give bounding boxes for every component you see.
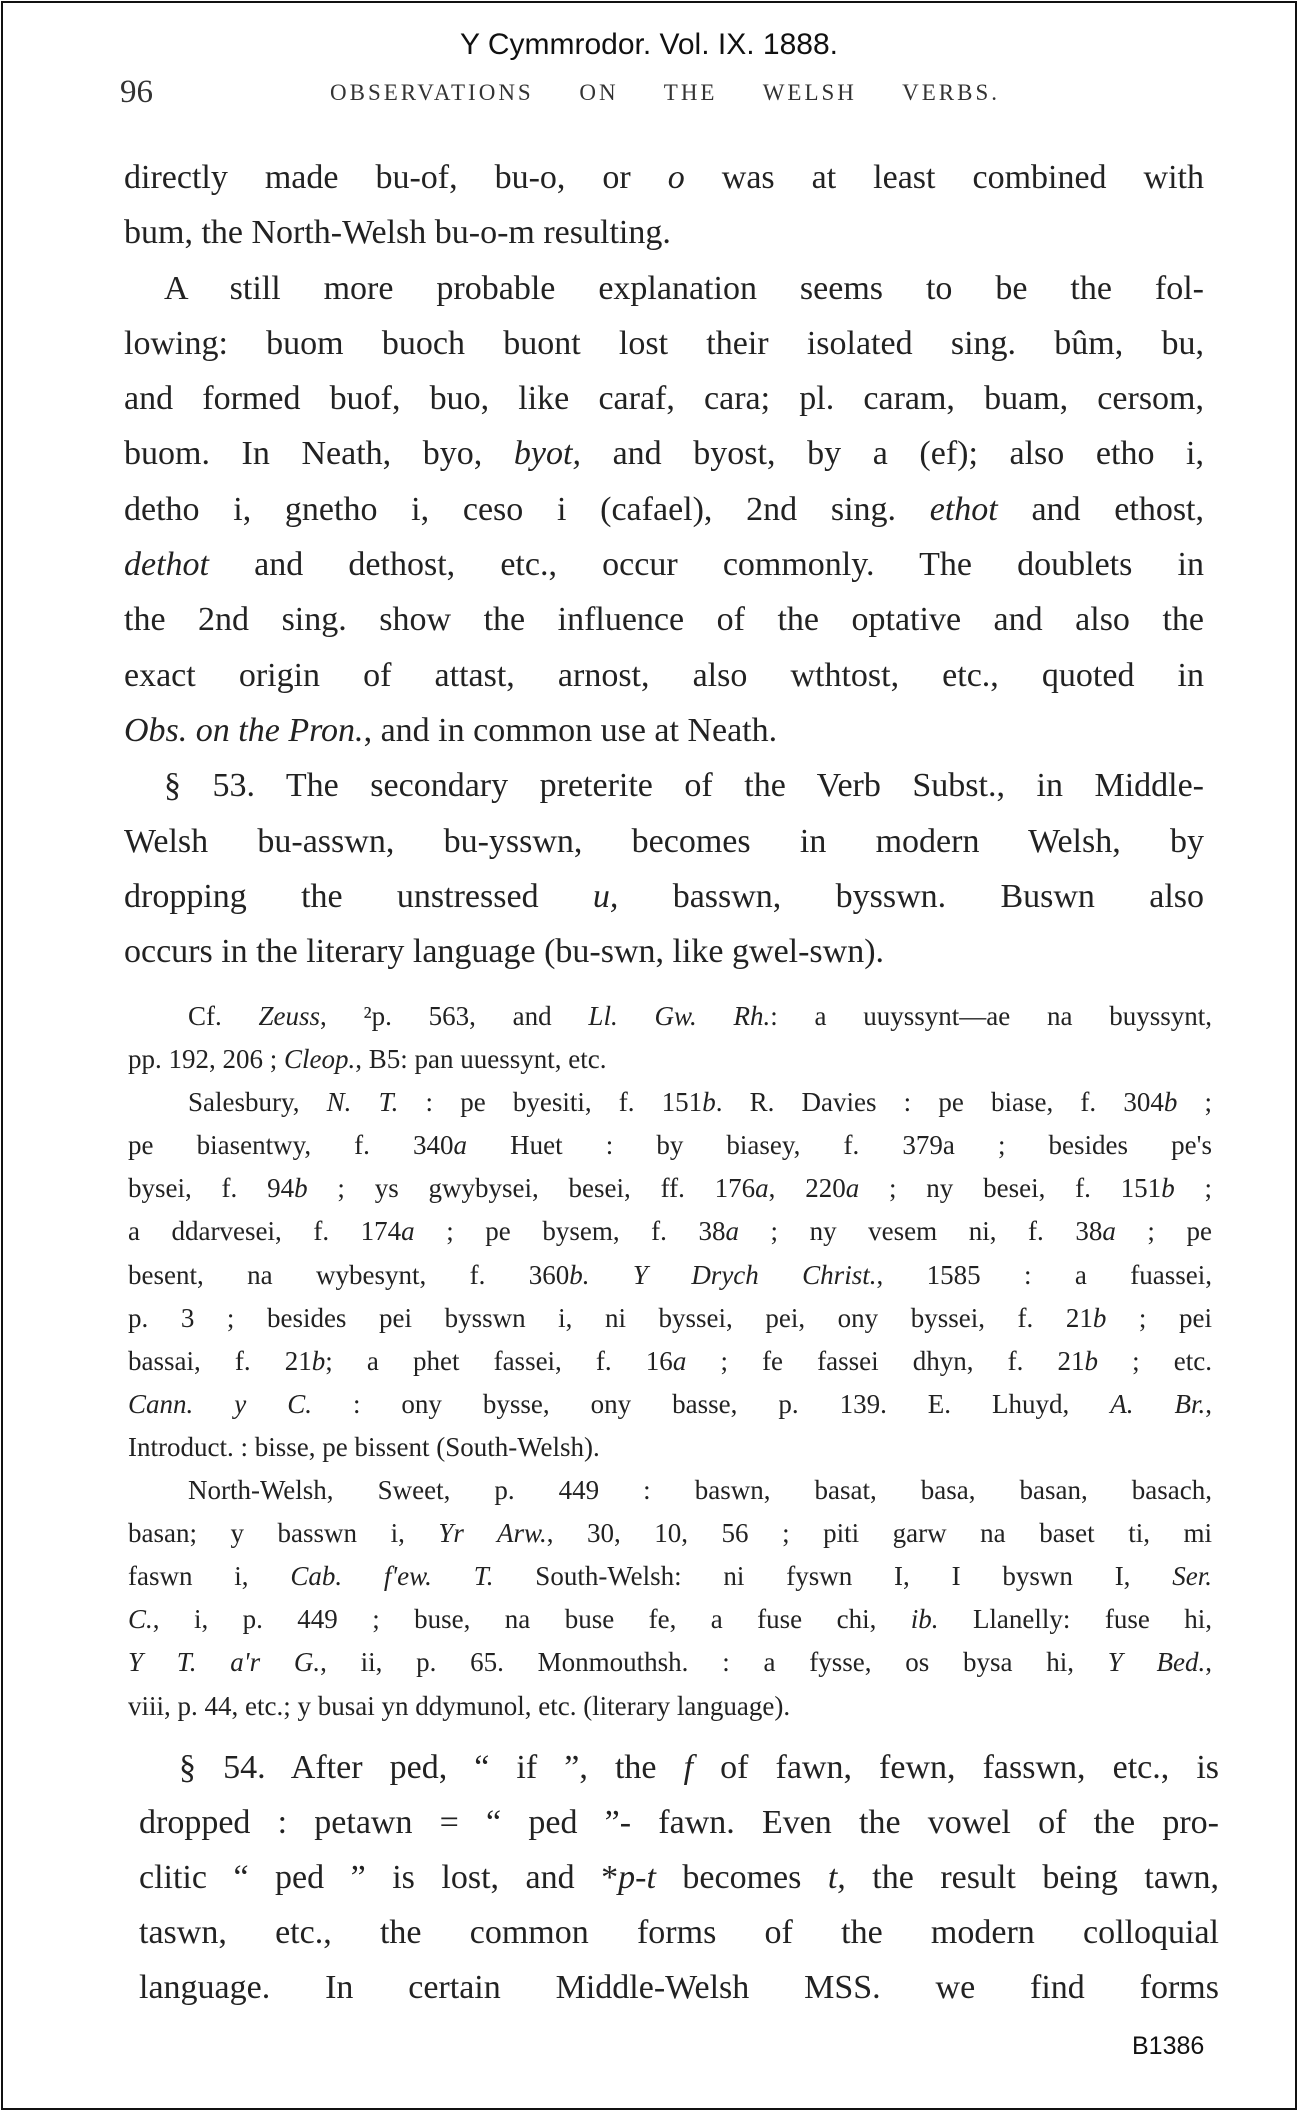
text-line [124,814,1204,869]
italic-segment: b. [569,1259,590,1290]
text-segment: Llanelly: fuse hi, [938,1604,1212,1635]
text-line [124,648,1204,703]
text-segment: ; [1177,1087,1212,1118]
italic-segment: Y Drych Christ. [632,1259,877,1290]
page-number: 96 [120,74,153,110]
text-segment: Salesbury, [188,1087,327,1118]
italic-segment: a [672,1345,687,1376]
text-line [124,758,1204,813]
text-segment: language. In certain Middle-Welsh MSS. we find forms [139,1969,1219,2006]
text-line [128,1254,1212,1297]
text-segment: bassai, f. 21 [128,1345,312,1376]
italic-segment: p-t [618,1859,656,1896]
text-line [124,371,1204,426]
italic-segment: u, [592,877,619,915]
text-line [128,1512,1212,1555]
text-segment: was at least combined with [684,159,1204,196]
text-segment: the result being tawn, [845,1859,1220,1896]
text-line [139,1850,1219,1905]
italic-segment: f [683,1749,694,1786]
text-segment: , 1585 : a fuassei, [876,1259,1212,1290]
text-line [139,1905,1219,1960]
text-segment: ; ny besei, f. 151 [859,1173,1162,1204]
text-line [139,1960,1219,2015]
italic-segment: b [1092,1302,1107,1333]
text-segment: ; etc. [1098,1345,1212,1376]
italic-segment: byot, [513,435,581,473]
text-segment: dropped : petawn = “ ped ”- fawn. Even the vowel of the pro- [139,1804,1219,1841]
text-segment: pe biasentwy, f. 340 [128,1130,454,1161]
text-segment: A still more probable explanation seems to be the fol- [164,269,1204,307]
text-segment: : a uuyssynt—ae na buyssynt, [770,1001,1212,1031]
section-54 [139,1740,1219,2015]
italic-segment: Zeuss [258,1001,321,1031]
text-segment [590,1260,633,1290]
italic-segment: b [1161,1173,1175,1204]
text-line [128,1598,1212,1641]
text-segment: becomes [655,1859,828,1896]
text-segment: detho i, gnetho i, ceso i (cafael), 2nd sing. [124,490,930,528]
text-segment: ; a phet fassei, f. 16 [325,1345,673,1376]
text-segment: basan; y basswn i, [128,1518,439,1549]
text-line [128,1340,1212,1383]
text-segment: , B5: pan uuessynt, etc. [355,1044,607,1075]
italic-segment: Yr Arw. [438,1518,547,1549]
text-segment: , ²p. 563, and [320,1001,589,1031]
text-segment: , i, p. 449 ; buse, na buse fe, a fuse chi, [152,1604,911,1635]
italic-segment: a [453,1130,468,1161]
text-line [139,1795,1219,1850]
text-segment: , 220 [768,1173,846,1204]
text-segment: a ddarvesei, f. 174 [128,1216,402,1247]
text-line [124,205,1204,260]
italic-segment: b [294,1173,308,1204]
text-segment: ; ny vesem ni, f. 38 [738,1216,1103,1247]
text-segment: Cf. [188,1001,259,1031]
text-segment: the 2nd sing. show the influence of the optative and also the [124,601,1204,639]
text-segment: dropping the unstressed [124,877,593,915]
italic-segment: b [1084,1345,1099,1376]
text-line [124,703,1204,758]
italic-segment: b [1163,1087,1178,1118]
text-segment: and dethost, etc., occur commonly. The doublets in [208,546,1204,584]
text-segment: , [1205,1388,1212,1419]
text-segment: exact origin of attast, arnost, also wthtost, etc., quoted in [124,656,1204,694]
italic-segment: a [755,1173,769,1204]
text-segment: ; fe fassei dhyn, f. 21 [686,1345,1085,1376]
text-segment: of fawn, fewn, fasswn, etc., is [693,1749,1219,1786]
text-segment: : pe byesiti, f. 151 [398,1087,703,1118]
text-line [124,537,1204,592]
text-segment: directly made bu-of, bu-o, or [124,159,668,196]
italic-segment: t, [827,1859,846,1896]
italic-segment: Cleop. [284,1044,356,1075]
text-line [128,1685,1212,1728]
text-line [124,426,1204,481]
text-line [124,592,1204,647]
italic-segment: Ll. Gw. Rh. [588,1001,771,1031]
text-line [128,1167,1212,1210]
text-segment: besent, na wybesynt, f. 360 [128,1259,570,1290]
text-line [128,1038,1212,1081]
text-segment: pp. 192, 206 ; [128,1044,285,1075]
text-segment: ; pe [1115,1216,1212,1247]
text-segment: ; ys gwybysei, besei, ff. 176 [307,1173,756,1204]
italic-segment: b [311,1345,326,1376]
italic-segment: b [702,1087,716,1118]
text-segment: and byost, by a (ef); also etho i, [580,435,1205,473]
text-segment: ; pe bysem, f. 38 [414,1216,726,1247]
text-line [128,1297,1212,1340]
text-line [128,995,1212,1038]
italic-segment: Ser. [1172,1561,1212,1592]
text-line [124,316,1204,371]
text-segment: § 54. After ped, “ if ”, the [179,1749,684,1786]
text-segment: bysei, f. 94 [128,1173,295,1204]
text-line [128,1081,1212,1124]
text-segment: and ethost, [997,490,1204,528]
italic-segment: Y Bed. [1107,1647,1206,1678]
text-segment: occurs in the literary language (bu-swn, like gwel-swn). [124,933,885,971]
text-segment: taswn, etc., the common forms of the modern colloquial [139,1914,1219,1951]
text-line [128,1426,1212,1469]
text-segment: basswn, bysswn. Buswn also [618,877,1204,915]
collection-header: Y Cymmrodor. Vol. IX. 1888. [460,28,838,61]
italic-segment: a [1102,1216,1116,1247]
text-segment: , 30, 10, 56 ; piti garw na baset ti, mi [546,1518,1212,1549]
text-segment: North-Welsh, Sweet, p. 449 : baswn, basat, basa, basan, basach, [188,1475,1212,1506]
text-segment: lowing: buom buoch buont lost their isolated sing. bûm, bu, [124,324,1204,362]
text-segment: Huet : by biasey, f. 379a ; besides pe's [467,1130,1212,1161]
text-line [124,482,1204,537]
italic-segment: a [725,1216,739,1247]
text-segment: ; pei [1106,1302,1212,1333]
italic-segment: o [667,159,685,196]
text-segment: ; [1174,1173,1212,1204]
text-segment: bum, the North-Welsh bu-o-m resulting. [124,214,671,252]
text-line [128,1555,1212,1598]
text-line [128,1641,1212,1684]
document-code: B1386 [1132,2032,1205,2060]
text-segment: § 53. The secondary preterite of the Verb Subst., in Middle- [164,767,1204,805]
text-segment: . R. Davies : pe biase, f. 304 [715,1087,1164,1118]
italic-segment: dethot [124,546,209,584]
footnote-block [128,995,1212,1728]
text-line [128,1210,1212,1253]
text-segment: and formed buof, buo, like caraf, cara; pl. caram, buam, cersom, [124,380,1204,418]
text-segment: , and in common use at Neath. [363,711,778,749]
italic-segment: ib. [910,1604,939,1635]
text-segment: buom. In Neath, byo, [124,435,514,473]
text-segment: , [1205,1647,1213,1678]
italic-segment: Obs. on the Pron. [124,711,364,749]
text-line [128,1124,1212,1167]
text-line [128,1469,1212,1512]
text-segment: clitic “ ped ” is lost, and * [139,1859,619,1896]
text-segment: p. 3 ; besides pei bysswn i, ni byssei, pei, ony byssei, f. 21 [128,1302,1093,1333]
text-line [124,869,1204,924]
text-segment: Introduct. : bisse, pe bissent (South-Welsh). [128,1431,600,1462]
italic-segment: Cann. y C. [128,1388,312,1419]
italic-segment: A. Br. [1110,1388,1206,1419]
text-segment: faswn i, [128,1561,291,1592]
running-head: OBSERVATIONS ON THE WELSH VERBS. [330,80,1000,105]
text-line [124,150,1204,205]
italic-segment: a [401,1216,415,1247]
text-line [124,261,1204,316]
text-segment: South-Welsh: ni fyswn I, I byswn I, [493,1561,1173,1592]
italic-segment: N. T. [326,1087,399,1118]
italic-segment: C. [128,1604,153,1635]
body-text [124,150,1204,979]
italic-segment: Cab. f'ew. T. [290,1561,494,1592]
italic-segment: Y T. a'r G. [128,1647,321,1678]
text-segment: , ii, p. 65. Monmouthsh. : a fysse, os bysa hi, [320,1647,1108,1678]
text-segment: : ony bysse, ony basse, p. 139. E. Lhuyd, [311,1388,1111,1419]
text-line [139,1740,1219,1795]
italic-segment: a [845,1173,860,1204]
text-line [124,924,1204,979]
text-segment: Welsh bu-asswn, bu-ysswn, becomes in modern Welsh, by [124,822,1204,860]
italic-segment: ethot [929,490,998,528]
text-segment: viii, p. 44, etc.; y busai yn ddymunol, etc. (literary language). [128,1690,791,1721]
text-line [128,1383,1212,1426]
